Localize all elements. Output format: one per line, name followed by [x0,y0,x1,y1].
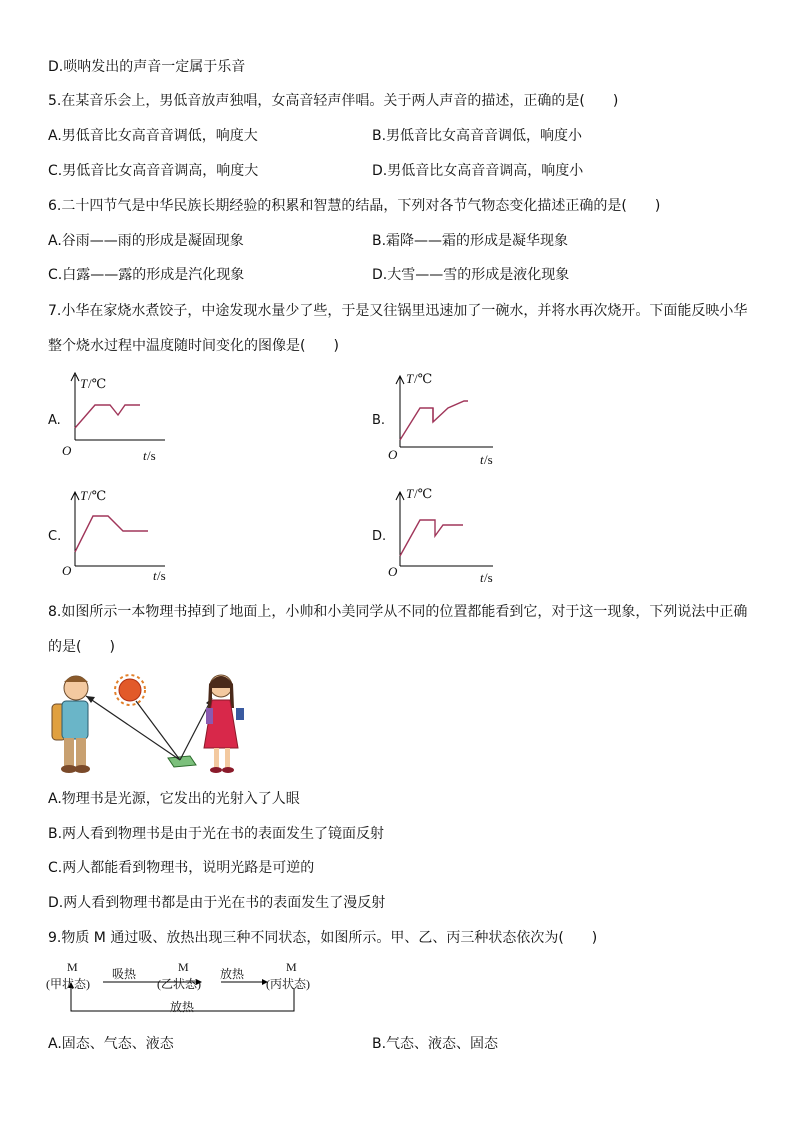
diagram-m2: M [178,960,189,974]
graph-c [60,486,170,581]
diagram-arrow-release-heat-2: 放热 [170,1000,195,1014]
graph-c-label: C. [48,529,62,544]
graph-c-x-unit: /s [157,568,166,583]
graph-b-origin: O [388,447,398,462]
diagram-state-1: (甲状态) [46,977,90,991]
graph-c-y-unit: /℃ [88,488,107,503]
graph-c-x-var: t [153,568,157,583]
graph-a-origin: O [62,443,72,458]
graph-a-y-unit: /℃ [88,376,107,391]
boy-figure [52,676,90,773]
q5-option-a: A.男低音比女高音音调低，响度大 [48,128,258,144]
q9-option-b: B.气态、液态、固态 [372,1036,499,1052]
graph-d-y-var: T [406,486,414,501]
q7-stem-line1: 7.小华在家烧水煮饺子，中途发现水量少了些，于是又往锅里迅速加了一碗水，并将水再次烧开。下面能反映小华 [48,303,748,319]
graph-b [388,370,498,465]
sun-figure [115,675,145,705]
graph-b-x-unit: /s [484,452,493,467]
diagram-arrow-release-heat-1: 放热 [220,967,245,981]
graph-d-origin: O [388,564,398,579]
graph-d-x-var: t [480,570,484,585]
q6-option-b: B.霜降——霜的形成是凝华现象 [372,233,569,249]
graph-d-y-unit: /℃ [414,486,433,501]
graph-b-label: B. [372,413,386,428]
girl-figure [204,675,244,773]
graph-a-x-unit: /s [147,448,156,463]
graph-c-y-var: T [80,488,88,503]
diagram-m1: M [67,960,78,974]
q8-option-a: A.物理书是光源，它发出的光射入了人眼 [48,791,300,807]
graph-a-x-var: t [143,448,147,463]
diagram-arrow-absorb-heat: 吸热 [112,967,137,981]
q5-option-d: D.男低音比女高音音调高，响度小 [372,163,584,179]
q4-option-d: D.唢呐发出的声音一定属于乐音 [48,59,246,75]
graph-a-label: A. [48,413,61,428]
q9-stem: 9.物质 M 通过吸、放热出现三种不同状态，如图所示。甲、乙、丙三种状态依次为( ) [48,930,598,946]
graph-a-y-var: T [80,376,88,391]
graph-d [388,486,498,581]
graph-b-y-var: T [406,371,414,386]
q8-stem-line1: 8.如图所示一本物理书掉到了地面上，小帅和小美同学从不同的位置都能看到它，对于这一现象，下列说法中正确 [48,604,748,620]
graph-b-x-var: t [480,452,484,467]
q6-stem: 6.二十四节气是中华民族长期经验的积累和智慧的结晶，下列对各节气物态变化描述正确的是( ) [48,198,661,214]
q8-stem-line2: 的是( ) [48,639,115,655]
q5-option-b: B.男低音比女高音音调低，响度小 [372,128,583,144]
book-figure [168,756,196,767]
diagram-state-2: (乙状态) [157,977,201,991]
q5-option-c: C.男低音比女高音音调高，响度大 [48,163,259,179]
q7-stem-line2: 整个烧水过程中温度随时间变化的图像是( ) [48,338,339,354]
q8-option-b: B.两人看到物理书是由于光在书的表面发生了镜面反射 [48,826,385,842]
q6-option-c: C.白露——露的形成是汽化现象 [48,267,245,283]
q9-option-a: A.固态、气态、液态 [48,1036,174,1052]
q6-option-a: A.谷雨——雨的形成是凝固现象 [48,233,244,249]
q6-option-d: D.大雪——雪的形成是液化现象 [372,267,570,283]
q8-illustration [44,668,254,780]
graph-d-x-unit: /s [484,570,493,585]
graph-c-origin: O [62,563,72,578]
q8-option-c: C.两人都能看到物理书，说明光路是可逆的 [48,860,315,876]
q5-stem: 5.在某音乐会上，男低音放声独唱，女高音轻声伴唱。关于两人声音的描述，正确的是( ) [48,93,619,109]
diagram-state-3: (丙状态) [266,977,310,991]
diagram-m3: M [286,960,297,974]
q8-option-d: D.两人看到物理书都是由于光在书的表面发生了漫反射 [48,895,386,911]
graph-d-label: D. [372,529,387,544]
graph-b-y-unit: /℃ [414,371,433,386]
